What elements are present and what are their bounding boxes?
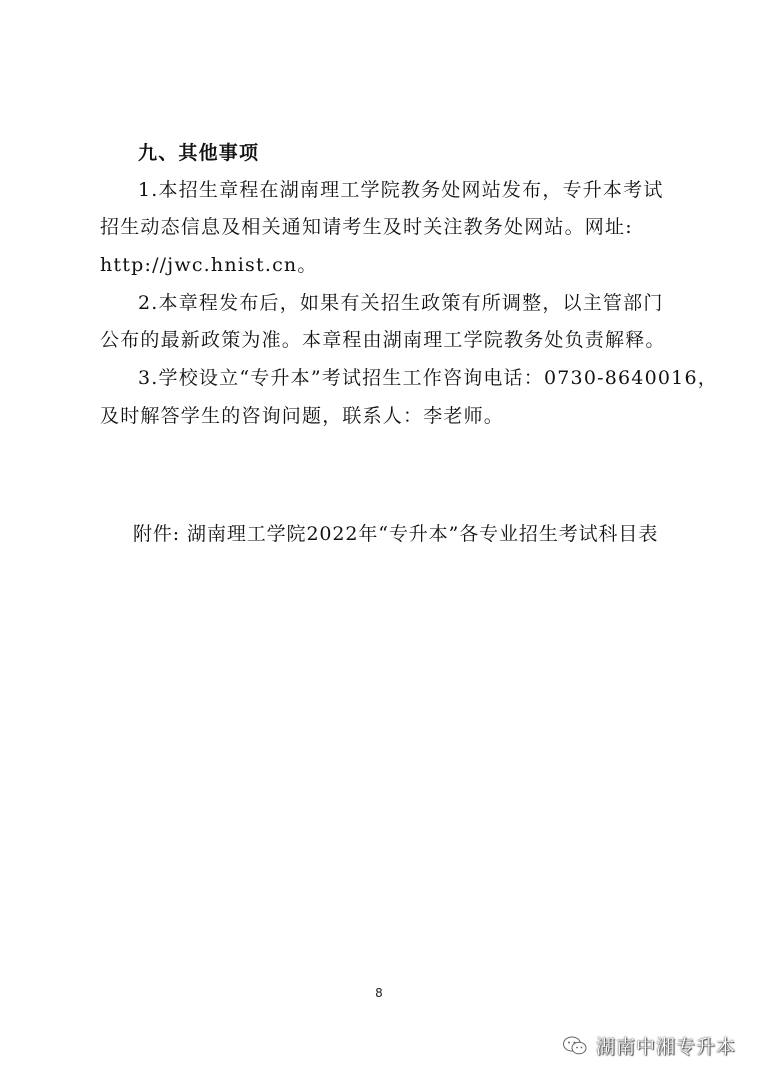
paragraph-3-line-1: 3.学校设立“专升本”考试招生工作咨询电话：0730-8640016， [138,367,718,389]
watermark [562,1032,736,1059]
paragraph-2-line-1: 2.本章程发布后，如果有关招生政策有所调整，以主管部门 [138,292,664,314]
watermark-text: 湖南中湘专升本 [595,1036,736,1058]
section-heading: 九、其他事项 [138,142,260,164]
attachment-line: 附件: 湖南理工学院2022年“专升本”各专业招生考试科目表 [133,523,659,545]
page-number: 8 [375,986,383,1000]
paragraph-1-line-3: http://jwc.hnist.cn。 [100,254,318,276]
paragraph-1-line-2: 招生动态信息及相关通知请考生及时关注教务处网站。网址: [100,216,633,238]
paragraph-3-line-2: 及时解答学生的咨询问题，联系人：李老师。 [100,405,505,427]
paragraph-2-line-2: 公布的最新政策为准。本章程由湖南理工学院教务处负责解释。 [100,329,666,351]
paragraph-1-line-1: 1.本招生章程在湖南理工学院教务处网站发布，专升本考试 [138,179,664,201]
wechat-icon [562,1035,588,1057]
